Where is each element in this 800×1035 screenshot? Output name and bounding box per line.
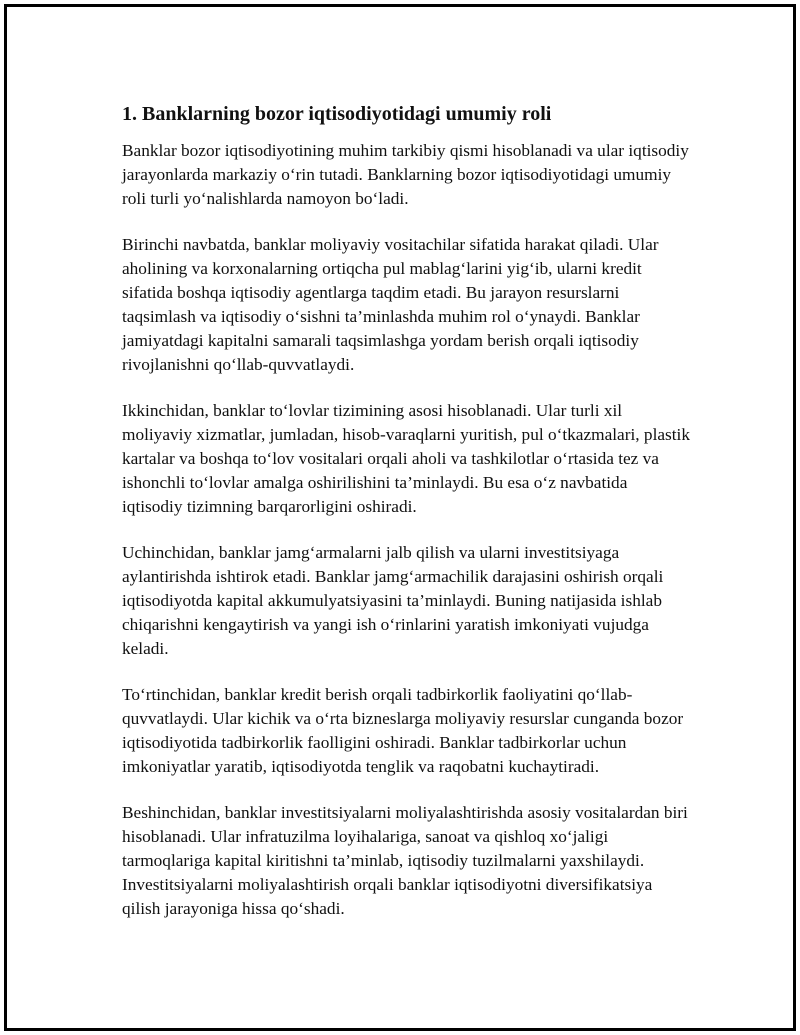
paragraph-intro: Banklar bozor iqtisodiyotining muhim tarkibiy qismi hisoblanadi va ular iqtisodiy jarayonlarda markaziy o‘rin tutadi. Banklarning bozor iqtisodiyotidagi umumiy roli turli yo‘nalishlarda namoyon bo‘ladi. bbox=[122, 141, 689, 208]
section-heading: 1. Banklarning bozor iqtisodiyotidagi umumiy roli bbox=[122, 103, 552, 125]
document-body bbox=[122, 101, 692, 921]
document-page bbox=[4, 4, 796, 1031]
paragraph-first: Birinchi navbatda, banklar moliyaviy vositachilar sifatida harakat qiladi. Ular aholining va korxonalarning ortiqcha pul mablag‘larini yig‘ib, ularni kredit sifatida boshqa iqtisodiy agentlarga taqdim etadi. Bu jarayon resurslarni taqsimlash va iqtisodiy o‘sishni ta’minlashda muhim rol o‘ynaydi. Banklar jamiyatdagi kapitalni samarali taqsimlashga yordam berish orqali iqtisodiy rivojlanishni qo‘llab-quvvatlaydi. bbox=[122, 235, 659, 374]
paragraph-fifth: Beshinchidan, banklar investitsiyalarni moliyalashtirishda asosiy vositalardan biri hisoblanadi. Ular infratuzilma loyihalariga, sanoat va qishloq xo‘jaligi tarmoqlariga kapital kiritishni ta’minlab, iqtisodiy tuzilmalarni yaxshilaydi. Investitsiyalarni moliyalashtirish orqali banklar iqtisodiyotni diversifikatsiya qilish jarayoniga hissa qo‘shadi. bbox=[122, 803, 688, 918]
paragraph-third: Uchinchidan, banklar jamg‘armalarni jalb qilish va ularni investitsiyaga aylantirishda ishtirok etadi. Banklar jamg‘armachilik darajasini oshirish orqali iqtisodiyotda kapital akkumulyatsiyasini ta’minlaydi. Buning natijasida ishlab chiqarishni kengaytirish va yangi ish o‘rinlarini yaratish imkoniyati vujudga keladi. bbox=[122, 543, 664, 658]
paragraph-second: Ikkinchidan, banklar to‘lovlar tizimining asosi hisoblanadi. Ular turli xil moliyaviy xizmatlar, jumladan, hisob-varaqlarni yuritish, pul o‘tkazmalari, plastik kartalar va boshqa to‘lov vositalari orqali aholi va tashkilotlar o‘rtasida tez va ishonchli to‘lovlar amalga oshirilishini ta’minlaydi. Bu esa o‘z navbatida iqtisodiy tizimning barqarorligini oshiradi. bbox=[122, 401, 691, 516]
paragraph-fourth: To‘rtinchidan, banklar kredit berish orqali tadbirkorlik faoliyatini qo‘llab-quvvatlaydi. Ular kichik va o‘rta bizneslarga moliyaviy resurslar cunganda bozor iqtisodiyotida tadbirkorlik faolligini oshiradi. Banklar tadbirkorlar uchun imkoniyatlar yaratib, iqtisodiyotda tenglik va raqobatni kuchaytiradi. bbox=[122, 685, 684, 776]
